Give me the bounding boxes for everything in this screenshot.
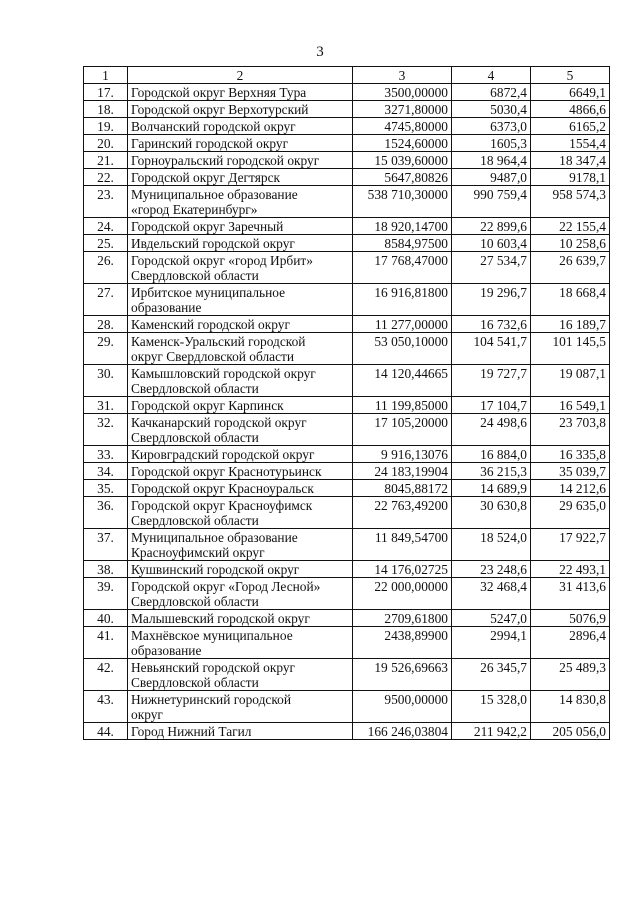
municipality-name-line: Свердловской области <box>131 381 259 396</box>
value-v2: 5247,0 <box>452 610 531 627</box>
value-v1: 166 246,03804 <box>353 723 452 740</box>
row-number: 30. <box>84 365 128 397</box>
value-v2: 23 248,6 <box>452 561 531 578</box>
table-row <box>84 529 610 561</box>
value-v3: 26 639,7 <box>531 252 610 284</box>
value-v3: 16 549,1 <box>531 397 610 414</box>
row-number: 20. <box>84 135 128 152</box>
municipality-name <box>128 497 353 529</box>
value-v1: 2709,61800 <box>353 610 452 627</box>
value-v2: 5030,4 <box>452 101 531 118</box>
value-v2: 36 215,3 <box>452 463 531 480</box>
row-number: 42. <box>84 659 128 691</box>
municipality-name-line: Свердловской области <box>131 430 259 445</box>
value-v1: 9 916,13076 <box>353 446 452 463</box>
value-v1: 2438,89900 <box>353 627 452 659</box>
municipality-name-line: Камышловский городской округ <box>131 366 316 381</box>
municipality-name <box>128 397 353 414</box>
value-v2: 2994,1 <box>452 627 531 659</box>
municipality-name-line: Свердловской области <box>131 513 259 528</box>
value-v3: 25 489,3 <box>531 659 610 691</box>
value-v2: 32 468,4 <box>452 578 531 610</box>
row-number: 28. <box>84 316 128 333</box>
header-col-4: 4 <box>452 67 531 84</box>
value-v1: 17 105,20000 <box>353 414 452 446</box>
table-row <box>84 101 610 118</box>
municipality-name <box>128 333 353 365</box>
value-v2: 16 732,6 <box>452 316 531 333</box>
municipality-name-line: Ивдельский городской округ <box>131 236 295 251</box>
value-v2: 990 759,4 <box>452 186 531 218</box>
table-row <box>84 365 610 397</box>
row-number: 39. <box>84 578 128 610</box>
municipality-name-line: Городской округ Верхняя Тура <box>131 85 307 100</box>
municipality-name <box>128 529 353 561</box>
municipality-name-line: Городской округ Красноуфимск <box>131 498 313 513</box>
value-v3: 19 087,1 <box>531 365 610 397</box>
municipality-name <box>128 723 353 740</box>
value-v1: 8584,97500 <box>353 235 452 252</box>
row-number: 36. <box>84 497 128 529</box>
row-number: 35. <box>84 480 128 497</box>
value-v1: 22 000,00000 <box>353 578 452 610</box>
municipality-name <box>128 118 353 135</box>
table-row <box>84 578 610 610</box>
value-v2: 19 296,7 <box>452 284 531 316</box>
municipality-name-line: Город Нижний Тагил <box>131 724 252 739</box>
municipality-name <box>128 284 353 316</box>
row-number: 32. <box>84 414 128 446</box>
value-v1: 19 526,69663 <box>353 659 452 691</box>
header-col-5: 5 <box>531 67 610 84</box>
value-v3: 22 155,4 <box>531 218 610 235</box>
value-v2: 1605,3 <box>452 135 531 152</box>
value-v1: 53 050,10000 <box>353 333 452 365</box>
row-number: 38. <box>84 561 128 578</box>
table-row <box>84 627 610 659</box>
municipality-name-line: округ Свердловской области <box>131 349 295 364</box>
header-col-3: 3 <box>353 67 452 84</box>
municipality-name-line: Малышевский городской округ <box>131 611 310 626</box>
municipality-name-line: Махнёвское муниципальное <box>131 628 293 643</box>
value-v3: 14 212,6 <box>531 480 610 497</box>
row-number: 41. <box>84 627 128 659</box>
table-row <box>84 446 610 463</box>
value-v3: 2896,4 <box>531 627 610 659</box>
value-v3: 29 635,0 <box>531 497 610 529</box>
municipality-name-line: Городской округ Заречный <box>131 219 284 234</box>
municipality-name-line: Городской округ Дегтярск <box>131 170 281 185</box>
value-v2: 14 689,9 <box>452 480 531 497</box>
value-v1: 11 199,85000 <box>353 397 452 414</box>
municipality-name <box>128 235 353 252</box>
row-number: 44. <box>84 723 128 740</box>
value-v3: 35 039,7 <box>531 463 610 480</box>
value-v3: 16 189,7 <box>531 316 610 333</box>
row-number: 25. <box>84 235 128 252</box>
table-row <box>84 284 610 316</box>
municipality-name <box>128 101 353 118</box>
municipality-name-line: Ирбитское муниципальное <box>131 285 286 300</box>
value-v1: 9500,00000 <box>353 691 452 723</box>
value-v1: 538 710,30000 <box>353 186 452 218</box>
value-v3: 6165,2 <box>531 118 610 135</box>
municipality-name <box>128 152 353 169</box>
table-row <box>84 610 610 627</box>
table-row <box>84 316 610 333</box>
row-number: 29. <box>84 333 128 365</box>
row-number: 24. <box>84 218 128 235</box>
municipality-name-line: Городской округ Верхотурский <box>131 102 309 117</box>
table-row <box>84 561 610 578</box>
row-number: 27. <box>84 284 128 316</box>
value-v2: 19 727,7 <box>452 365 531 397</box>
value-v2: 17 104,7 <box>452 397 531 414</box>
value-v2: 6373,0 <box>452 118 531 135</box>
row-number: 26. <box>84 252 128 284</box>
value-v2: 9487,0 <box>452 169 531 186</box>
value-v3: 101 145,5 <box>531 333 610 365</box>
table-row <box>84 235 610 252</box>
municipality-name <box>128 561 353 578</box>
municipality-name <box>128 84 353 101</box>
municipality-name <box>128 414 353 446</box>
row-number: 43. <box>84 691 128 723</box>
value-v3: 1554,4 <box>531 135 610 152</box>
value-v1: 14 176,02725 <box>353 561 452 578</box>
value-v3: 22 493,1 <box>531 561 610 578</box>
value-v1: 3500,00000 <box>353 84 452 101</box>
value-v1: 3271,80000 <box>353 101 452 118</box>
table-row <box>84 414 610 446</box>
row-number: 40. <box>84 610 128 627</box>
header-col-2: 2 <box>128 67 353 84</box>
municipality-name-line: Свердловской области <box>131 675 259 690</box>
municipality-name-line: Красноуфимский округ <box>131 545 265 560</box>
row-number: 23. <box>84 186 128 218</box>
table-row <box>84 186 610 218</box>
municipality-name-line: Волчанский городской округ <box>131 119 296 134</box>
row-number: 31. <box>84 397 128 414</box>
row-number: 37. <box>84 529 128 561</box>
municipality-name-line: Городской округ Карпинск <box>131 398 284 413</box>
municipality-name-line: Кушвинский городской округ <box>131 562 300 577</box>
value-v3: 5076,9 <box>531 610 610 627</box>
value-v2: 18 524,0 <box>452 529 531 561</box>
table-row <box>84 218 610 235</box>
municipality-name-line: Городской округ «Город Лесной» <box>131 579 321 594</box>
value-v3: 17 922,7 <box>531 529 610 561</box>
municipality-name-line: Каменск-Уральский городской <box>131 334 306 349</box>
value-v3: 14 830,8 <box>531 691 610 723</box>
municipality-name <box>128 480 353 497</box>
municipality-name-line: «город Екатеринбург» <box>131 202 258 217</box>
value-v2: 104 541,7 <box>452 333 531 365</box>
municipality-name <box>128 135 353 152</box>
value-v1: 24 183,19904 <box>353 463 452 480</box>
municipality-name <box>128 610 353 627</box>
table-row <box>84 659 610 691</box>
table-row <box>84 480 610 497</box>
value-v1: 4745,80000 <box>353 118 452 135</box>
table-row <box>84 84 610 101</box>
municipality-name-line: Муниципальное образование <box>131 187 298 202</box>
value-v2: 22 899,6 <box>452 218 531 235</box>
value-v3: 9178,1 <box>531 169 610 186</box>
municipality-name-line: Свердловской области <box>131 268 259 283</box>
table-row <box>84 118 610 135</box>
value-v1: 15 039,60000 <box>353 152 452 169</box>
municipality-name-line: Муниципальное образование <box>131 530 298 545</box>
value-v2: 16 884,0 <box>452 446 531 463</box>
row-number: 18. <box>84 101 128 118</box>
table-row <box>84 169 610 186</box>
municipality-name-line: Нижнетуринский городской <box>131 692 292 707</box>
municipality-name <box>128 316 353 333</box>
table-row <box>84 691 610 723</box>
row-number: 19. <box>84 118 128 135</box>
value-v3: 4866,6 <box>531 101 610 118</box>
value-v1: 16 916,81800 <box>353 284 452 316</box>
value-v1: 18 920,14700 <box>353 218 452 235</box>
row-number: 22. <box>84 169 128 186</box>
municipality-name-line: образование <box>131 643 202 658</box>
municipality-name <box>128 365 353 397</box>
municipality-name <box>128 218 353 235</box>
municipality-name <box>128 627 353 659</box>
municipality-name-line: Городской округ Краснотурьинск <box>131 464 322 479</box>
value-v3: 16 335,8 <box>531 446 610 463</box>
table-header-row <box>84 67 610 84</box>
value-v2: 30 630,8 <box>452 497 531 529</box>
value-v2: 18 964,4 <box>452 152 531 169</box>
municipality-name-line: Кировградский городской округ <box>131 447 315 462</box>
municipality-name <box>128 659 353 691</box>
municipality-name-line: Качканарский городской округ <box>131 415 307 430</box>
municipality-name-line: образование <box>131 300 202 315</box>
municipality-name-line: Невьянский городской округ <box>131 660 296 675</box>
value-v3: 18 668,4 <box>531 284 610 316</box>
table-row <box>84 152 610 169</box>
table-row <box>84 723 610 740</box>
value-v3: 18 347,4 <box>531 152 610 169</box>
table-row <box>84 252 610 284</box>
table-row <box>84 333 610 365</box>
municipality-name-line: Гаринский городской округ <box>131 136 289 151</box>
municipality-name-line: Свердловской области <box>131 594 259 609</box>
value-v1: 8045,88172 <box>353 480 452 497</box>
value-v3: 10 258,6 <box>531 235 610 252</box>
value-v1: 1524,60000 <box>353 135 452 152</box>
municipality-name-line: округ <box>131 707 163 722</box>
municipality-name-line: Каменский городской округ <box>131 317 290 332</box>
value-v1: 11 849,54700 <box>353 529 452 561</box>
value-v1: 5647,80826 <box>353 169 452 186</box>
municipality-name-line: Горноуральский городской округ <box>131 153 320 168</box>
value-v3: 23 703,8 <box>531 414 610 446</box>
value-v1: 17 768,47000 <box>353 252 452 284</box>
value-v2: 24 498,6 <box>452 414 531 446</box>
value-v2: 6872,4 <box>452 84 531 101</box>
municipality-name <box>128 446 353 463</box>
municipality-name <box>128 186 353 218</box>
value-v3: 958 574,3 <box>531 186 610 218</box>
page-number: 3 <box>316 44 324 60</box>
budget-table <box>83 66 610 740</box>
value-v2: 15 328,0 <box>452 691 531 723</box>
municipality-name-line: Городской округ Красноуральск <box>131 481 314 496</box>
row-number: 17. <box>84 84 128 101</box>
value-v3: 205 056,0 <box>531 723 610 740</box>
municipality-name <box>128 169 353 186</box>
table-row <box>84 135 610 152</box>
municipality-name-line: Городской округ «город Ирбит» <box>131 253 313 268</box>
row-number: 21. <box>84 152 128 169</box>
row-number: 33. <box>84 446 128 463</box>
table-row <box>84 497 610 529</box>
value-v1: 14 120,44665 <box>353 365 452 397</box>
value-v2: 10 603,4 <box>452 235 531 252</box>
table-row <box>84 397 610 414</box>
value-v2: 26 345,7 <box>452 659 531 691</box>
value-v2: 27 534,7 <box>452 252 531 284</box>
value-v3: 31 413,6 <box>531 578 610 610</box>
municipality-name <box>128 463 353 480</box>
value-v1: 11 277,00000 <box>353 316 452 333</box>
table-row <box>84 463 610 480</box>
row-number: 34. <box>84 463 128 480</box>
value-v1: 22 763,49200 <box>353 497 452 529</box>
municipality-name <box>128 252 353 284</box>
value-v2: 211 942,2 <box>452 723 531 740</box>
municipality-name <box>128 578 353 610</box>
header-col-1: 1 <box>84 67 128 84</box>
value-v3: 6649,1 <box>531 84 610 101</box>
municipality-name <box>128 691 353 723</box>
